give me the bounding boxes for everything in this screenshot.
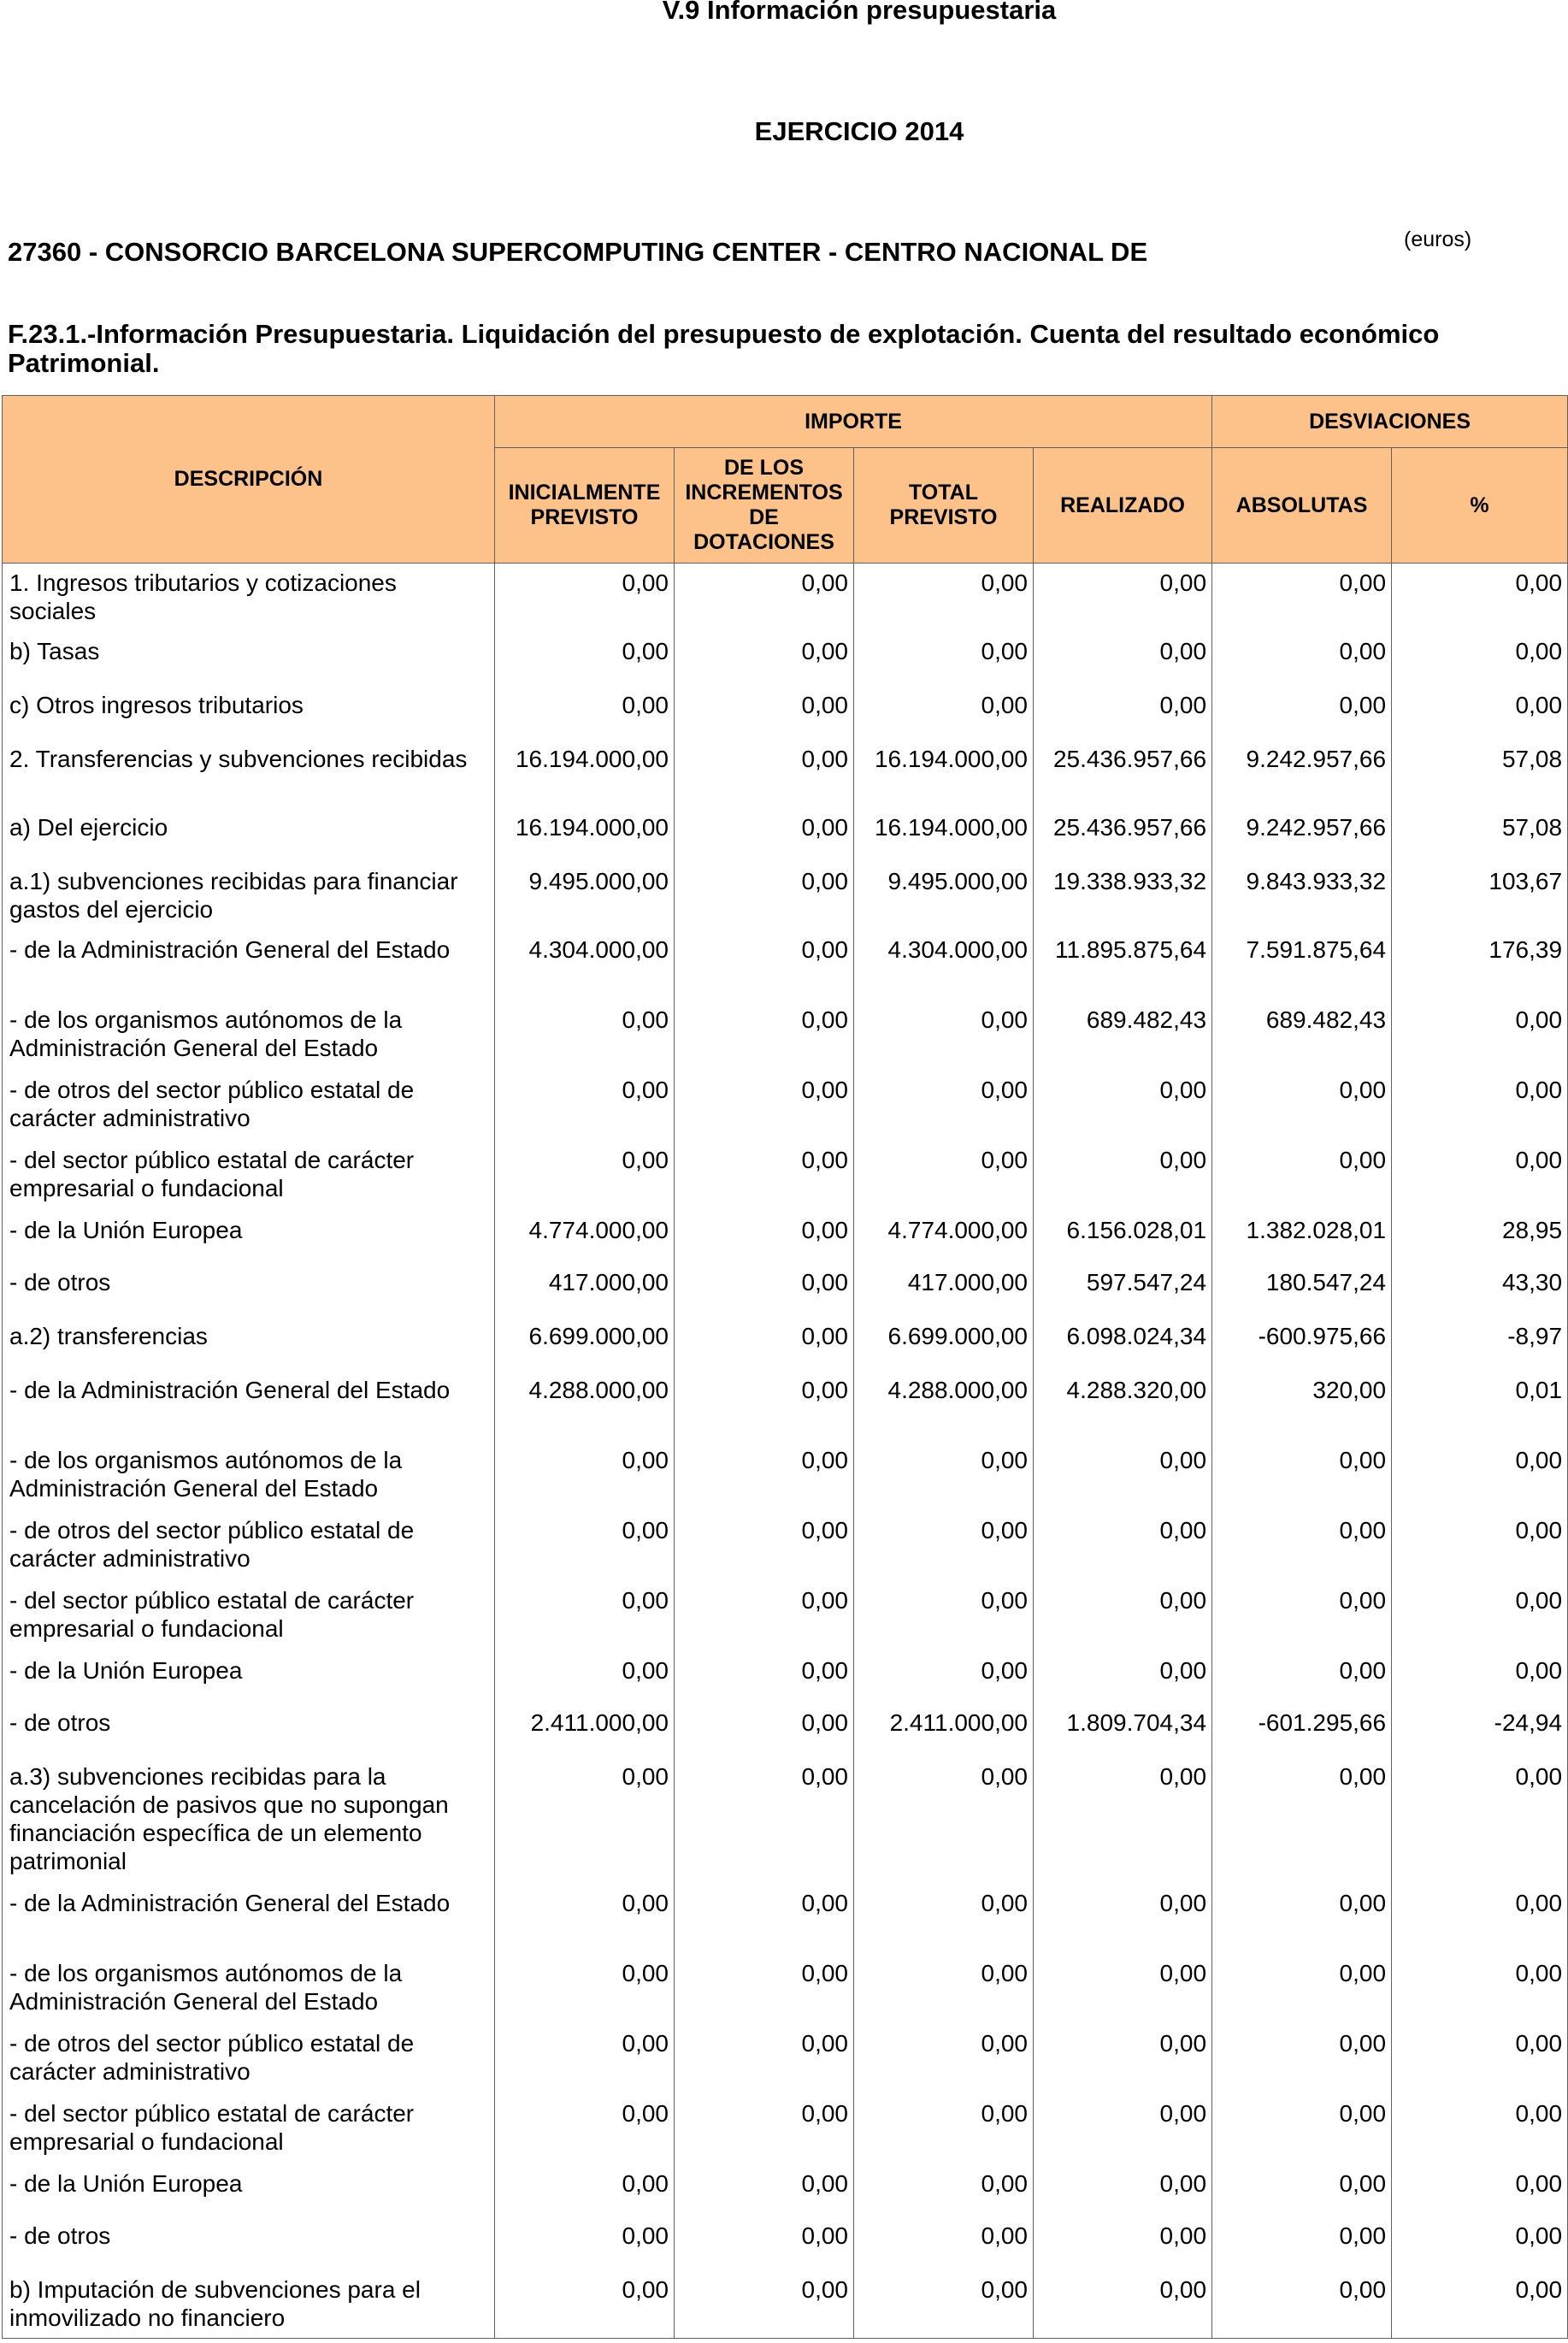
table-row [3, 930, 1568, 1000]
row-value: 0,00 [1392, 2164, 1568, 2216]
row-value: 0,00 [675, 808, 854, 862]
row-description: - del sector público estatal de carácter empresarial o fundacional [3, 2094, 495, 2164]
row-value: -24,94 [1392, 1703, 1568, 1757]
row-value: 57,08 [1392, 808, 1568, 862]
row-description: c) Otros ingresos tributarios [3, 686, 495, 740]
row-value: 1.809.704,34 [1034, 1703, 1212, 1757]
row-value: 9.495.000,00 [495, 862, 675, 930]
row-value: 320,00 [1212, 1371, 1392, 1441]
row-description: a.1) subvenciones recibidas para financiar gastos del ejercicio [3, 862, 495, 930]
row-description: - de la Administración General del Estado [3, 930, 495, 1000]
row-value: 6.098.024,34 [1034, 1317, 1212, 1371]
document-title: V.9 Información presupuestaria [662, 0, 1057, 25]
row-description: a.3) subvenciones recibidas para la cancelación de pasivos que no supongan financiación específica de un elemento patrimonial [3, 1757, 495, 1884]
row-value: 0,00 [1212, 1884, 1392, 1954]
row-value: 0,00 [675, 1884, 854, 1954]
row-value: 0,00 [1392, 1071, 1568, 1141]
row-value: 0,00 [495, 1884, 675, 1954]
row-value: 103,67 [1392, 862, 1568, 930]
table-row [3, 1141, 1568, 1211]
row-value: 0,00 [1392, 1000, 1568, 1071]
row-value: 0,00 [675, 862, 854, 930]
row-value: 0,00 [1034, 1884, 1212, 1954]
row-value: 417.000,00 [495, 1263, 675, 1317]
group-header-desviaciones: DESVIACIONES [1212, 396, 1568, 448]
row-description: - de los organismos autónomos de la Administración General del Estado [3, 1000, 495, 1071]
row-description: - de los organismos autónomos de la Administración General del Estado [3, 1441, 495, 1511]
table-row [3, 1757, 1568, 1884]
row-value: 0,00 [675, 1581, 854, 1651]
table-row [3, 564, 1568, 632]
row-value: 7.591.875,64 [1212, 930, 1392, 1000]
row-description: - del sector público estatal de carácter empresarial o fundacional [3, 1581, 495, 1651]
row-value: 0,00 [495, 1141, 675, 1211]
row-description: - de otros del sector público estatal de carácter administrativo [3, 1071, 495, 1141]
row-value: 0,00 [675, 1371, 854, 1441]
row-value: 0,00 [1212, 1511, 1392, 1581]
row-value: 0,00 [854, 2164, 1034, 2216]
row-value: 4.288.000,00 [495, 1371, 675, 1441]
row-value: 0,00 [495, 1954, 675, 2024]
row-value: 180.547,24 [1212, 1263, 1392, 1317]
row-description: 2. Transferencias y subvenciones recibidas [3, 740, 495, 808]
row-value: 0,00 [675, 1000, 854, 1071]
row-description: - de otros [3, 1703, 495, 1757]
row-value: 0,00 [854, 2024, 1034, 2094]
row-value: 0,00 [675, 686, 854, 740]
row-value: 0,00 [1034, 2024, 1212, 2094]
row-value: 9.242.957,66 [1212, 808, 1392, 862]
row-value: 0,00 [854, 1511, 1034, 1581]
row-value: 0,00 [854, 1141, 1034, 1211]
row-value: 4.288.320,00 [1034, 1371, 1212, 1441]
column-header-incrementos-dotaciones: DE LOS INCREMENTOS DE DOTACIONES [675, 448, 854, 564]
row-value: 0,00 [675, 2094, 854, 2164]
row-value: 0,00 [495, 686, 675, 740]
row-value: 0,00 [1392, 1141, 1568, 1211]
row-value: 0,00 [1392, 2270, 1568, 2339]
row-value: 9.242.957,66 [1212, 740, 1392, 808]
row-value: 0,00 [1392, 1581, 1568, 1651]
row-value: 417.000,00 [854, 1263, 1034, 1317]
row-value: 0,00 [1034, 1441, 1212, 1511]
row-value: 0,00 [1034, 1954, 1212, 2024]
row-value: 25.436.957,66 [1034, 808, 1212, 862]
row-value: 4.288.000,00 [854, 1371, 1034, 1441]
row-value: 9.843.933,32 [1212, 862, 1392, 930]
budget-table [2, 395, 1568, 2339]
row-value: 0,00 [1034, 2164, 1212, 2216]
table-row [3, 1071, 1568, 1141]
row-value: 2.411.000,00 [854, 1703, 1034, 1757]
row-value: 0,00 [1392, 632, 1568, 686]
row-value: 0,00 [1392, 686, 1568, 740]
row-value: 597.547,24 [1034, 1263, 1212, 1317]
row-value: 0,00 [495, 564, 675, 632]
row-value: 0,00 [1212, 632, 1392, 686]
row-description: - de otros del sector público estatal de carácter administrativo [3, 2024, 495, 2094]
table-row [3, 632, 1568, 686]
row-value: 0,00 [675, 1651, 854, 1703]
row-description: b) Imputación de subvenciones para el inmovilizado no financiero [3, 2270, 495, 2339]
row-value: 16.194.000,00 [495, 740, 675, 808]
row-value: -8,97 [1392, 1317, 1568, 1371]
row-value: 0,00 [675, 1141, 854, 1211]
row-value: 0,00 [1034, 2216, 1212, 2270]
table-row [3, 1651, 1568, 1703]
row-value: 689.482,43 [1034, 1000, 1212, 1071]
row-value: 0,00 [495, 1071, 675, 1141]
row-value: 0,00 [854, 2094, 1034, 2164]
section-title: F.23.1.-Información Presupuestaria. Liquidación del presupuesto de explotación. Cuenta del resultado económico Patrimonial. [8, 319, 1440, 378]
row-value: 176,39 [1392, 930, 1568, 1000]
table-row [3, 1371, 1568, 1441]
table-row [3, 1000, 1568, 1071]
row-value: 0,00 [854, 1884, 1034, 1954]
row-value: 0,00 [854, 1000, 1034, 1071]
table-row [3, 862, 1568, 930]
column-header-inicialmente-previsto: INICIALMENTE PREVISTO [495, 448, 675, 564]
table-row [3, 2216, 1568, 2270]
table-row [3, 686, 1568, 740]
row-value: 0,00 [1392, 1441, 1568, 1511]
row-value: 0,00 [1392, 1757, 1568, 1884]
row-description: - de la Unión Europea [3, 1651, 495, 1703]
row-description: - de los organismos autónomos de la Administración General del Estado [3, 1954, 495, 2024]
row-value: 0,00 [1034, 1581, 1212, 1651]
row-value: 0,00 [675, 1954, 854, 2024]
row-value: 0,00 [1034, 686, 1212, 740]
row-value: 0,00 [854, 2216, 1034, 2270]
table-row [3, 740, 1568, 808]
column-header-realizado: REALIZADO [1034, 448, 1212, 564]
row-value: 0,00 [675, 1511, 854, 1581]
table-row [3, 1703, 1568, 1757]
row-value: 0,00 [1212, 1441, 1392, 1511]
row-value: 28,95 [1392, 1211, 1568, 1263]
row-value: 0,00 [495, 1651, 675, 1703]
row-value: 0,00 [495, 1511, 675, 1581]
row-description: 1. Ingresos tributarios y cotizaciones sociales [3, 564, 495, 632]
row-value: 0,00 [854, 2270, 1034, 2339]
row-value: 6.699.000,00 [495, 1317, 675, 1371]
row-value: 0,00 [675, 564, 854, 632]
row-value: 0,00 [495, 1581, 675, 1651]
row-value: 0,00 [854, 564, 1034, 632]
row-value: 0,00 [1392, 1954, 1568, 2024]
table-row [3, 2024, 1568, 2094]
row-value: 1.382.028,01 [1212, 1211, 1392, 1263]
column-header-description: DESCRIPCIÓN [3, 396, 495, 564]
row-value: 2.411.000,00 [495, 1703, 675, 1757]
row-value: 0,00 [1212, 686, 1392, 740]
row-value: 0,00 [1212, 1071, 1392, 1141]
column-header-absolutas: ABSOLUTAS [1212, 448, 1392, 564]
row-value: 0,00 [495, 2164, 675, 2216]
row-description: - del sector público estatal de carácter empresarial o fundacional [3, 1141, 495, 1211]
group-header-importe: IMPORTE [495, 396, 1212, 448]
row-value: 0,00 [1212, 2216, 1392, 2270]
row-value: 0,00 [675, 2024, 854, 2094]
row-value: 0,00 [495, 632, 675, 686]
row-value: 4.304.000,00 [854, 930, 1034, 1000]
row-value: 0,00 [495, 2094, 675, 2164]
column-header-total-previsto: TOTAL PREVISTO [854, 448, 1034, 564]
row-description: b) Tasas [3, 632, 495, 686]
column-header-percent: % [1392, 448, 1568, 564]
row-value: 0,00 [1392, 2024, 1568, 2094]
row-value: 11.895.875,64 [1034, 930, 1212, 1000]
row-value: 0,00 [1034, 564, 1212, 632]
row-value: 0,00 [675, 1211, 854, 1263]
row-value: 6.699.000,00 [854, 1317, 1034, 1371]
row-value: 0,00 [854, 686, 1034, 740]
row-value: 0,00 [675, 632, 854, 686]
table-row [3, 1954, 1568, 2024]
row-value: 0,00 [495, 1000, 675, 1071]
row-value: 0,00 [1034, 1757, 1212, 1884]
row-value: 19.338.933,32 [1034, 862, 1212, 930]
row-value: 0,00 [1034, 2094, 1212, 2164]
row-value: 4.304.000,00 [495, 930, 675, 1000]
table-row [3, 1263, 1568, 1317]
row-value: 0,00 [1392, 1884, 1568, 1954]
row-value: 57,08 [1392, 740, 1568, 808]
row-value: 0,00 [1212, 2164, 1392, 2216]
row-value: 16.194.000,00 [854, 740, 1034, 808]
row-value: 0,00 [1034, 1651, 1212, 1703]
row-value: 0,00 [495, 2216, 675, 2270]
row-value: 0,00 [1034, 2270, 1212, 2339]
table-row [3, 2270, 1568, 2339]
row-value: 0,00 [854, 1581, 1034, 1651]
row-value: 4.774.000,00 [495, 1211, 675, 1263]
row-value: 0,00 [675, 1071, 854, 1141]
row-description: - de otros del sector público estatal de carácter administrativo [3, 1511, 495, 1581]
row-value: 6.156.028,01 [1034, 1211, 1212, 1263]
row-description: - de otros [3, 1263, 495, 1317]
row-description: - de la Unión Europea [3, 1211, 495, 1263]
row-value: 0,00 [675, 1317, 854, 1371]
currency-unit: (euros) [1404, 227, 1472, 251]
row-value: 0,00 [1212, 2024, 1392, 2094]
row-value: 0,00 [1212, 1651, 1392, 1703]
row-value: -601.295,66 [1212, 1703, 1392, 1757]
row-description: - de la Administración General del Estado [3, 1371, 495, 1441]
row-value: 25.436.957,66 [1034, 740, 1212, 808]
row-value: 0,00 [495, 2024, 675, 2094]
row-value: 0,00 [1392, 2094, 1568, 2164]
row-value: 0,00 [1212, 1757, 1392, 1884]
row-value: 689.482,43 [1212, 1000, 1392, 1071]
row-value: 0,00 [1392, 2216, 1568, 2270]
row-value: 43,30 [1392, 1263, 1568, 1317]
row-value: 0,00 [1034, 1071, 1212, 1141]
table-row [3, 1581, 1568, 1651]
row-description: - de la Unión Europea [3, 2164, 495, 2216]
row-value: 0,00 [1034, 1511, 1212, 1581]
table-row [3, 1511, 1568, 1581]
row-value: 0,00 [854, 1071, 1034, 1141]
exercise-year: EJERCICIO 2014 [754, 116, 964, 146]
row-value: 0,00 [1212, 1954, 1392, 2024]
row-value: 0,00 [675, 1703, 854, 1757]
row-value: 0,00 [854, 1441, 1034, 1511]
row-value: 0,00 [1034, 632, 1212, 686]
row-description: - de otros [3, 2216, 495, 2270]
row-value: 0,01 [1392, 1371, 1568, 1441]
row-value: 0,00 [495, 1441, 675, 1511]
row-value: 16.194.000,00 [495, 808, 675, 862]
row-value: 0,00 [675, 2270, 854, 2339]
row-value: 0,00 [675, 1263, 854, 1317]
row-value: 9.495.000,00 [854, 862, 1034, 930]
row-value: 0,00 [675, 2216, 854, 2270]
table-row [3, 808, 1568, 862]
table-row [3, 2094, 1568, 2164]
table-row [3, 1317, 1568, 1371]
row-value: 0,00 [675, 740, 854, 808]
row-value: 0,00 [1212, 564, 1392, 632]
entity-name: 27360 - CONSORCIO BARCELONA SUPERCOMPUTING CENTER - CENTRO NACIONAL DE [8, 237, 1148, 267]
row-description: - de la Administración General del Estado [3, 1884, 495, 1954]
table-row [3, 1884, 1568, 1954]
row-value: 0,00 [1212, 1141, 1392, 1211]
row-description: a) Del ejercicio [3, 808, 495, 862]
table-row [3, 1211, 1568, 1263]
row-value: 0,00 [1212, 2094, 1392, 2164]
row-value: 0,00 [1212, 1581, 1392, 1651]
row-description: a.2) transferencias [3, 1317, 495, 1371]
row-value: 0,00 [854, 1651, 1034, 1703]
row-value: 0,00 [1034, 1141, 1212, 1211]
row-value: 0,00 [1212, 2270, 1392, 2339]
row-value: 0,00 [1392, 1511, 1568, 1581]
row-value: 0,00 [675, 930, 854, 1000]
table-row [3, 1441, 1568, 1511]
row-value: 4.774.000,00 [854, 1211, 1034, 1263]
row-value: 0,00 [675, 1441, 854, 1511]
row-value: 0,00 [854, 1954, 1034, 2024]
row-value: 0,00 [854, 632, 1034, 686]
row-value: 0,00 [1392, 1651, 1568, 1703]
row-value: 16.194.000,00 [854, 808, 1034, 862]
table-row [3, 2164, 1568, 2216]
row-value: 0,00 [1392, 564, 1568, 632]
row-value: -600.975,66 [1212, 1317, 1392, 1371]
row-value: 0,00 [675, 2164, 854, 2216]
row-value: 0,00 [495, 1757, 675, 1884]
row-value: 0,00 [495, 2270, 675, 2339]
row-value: 0,00 [854, 1757, 1034, 1884]
row-value: 0,00 [675, 1757, 854, 1884]
